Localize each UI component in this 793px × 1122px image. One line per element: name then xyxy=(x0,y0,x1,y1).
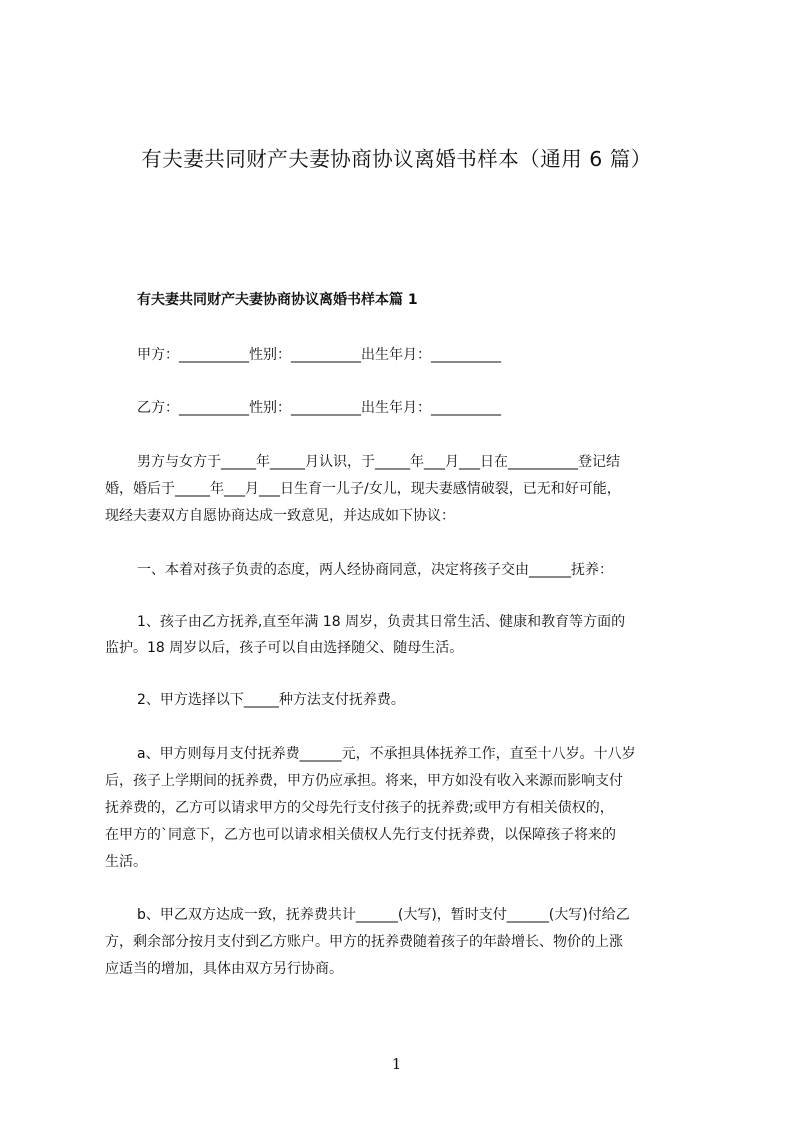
paragraph-line: 监护。18 周岁以后，孩子可以自由选择随父、随母生活。 xyxy=(105,640,464,656)
paragraph-line: 男方与女方于_____年_____月认识，于_____年___月___日在__________登记结 xyxy=(137,454,620,470)
paragraph-line: 1、孩子由乙方抚养,直至年满 18 周岁，负责其日常生活、健康和教育等方面的 xyxy=(137,614,626,630)
paragraph-line: 生活。 xyxy=(105,854,147,870)
paragraph-line: 方，剩余部分按月支付到乙方账户。甲方的抚养费随着孩子的年龄增长、物价的上涨 xyxy=(105,934,623,950)
paragraph-line: 现经夫妻双方自愿协商达成一致意见，并达成如下协议： xyxy=(105,508,455,524)
party-b-line: 乙方：__________性别：__________出生年月：__________ xyxy=(137,400,501,416)
paragraph-line: 在甲方的`同意下，乙方也可以请求相关债权人先行支付抚养费，以保障孩子将来的 xyxy=(105,827,616,843)
party-a-line: 甲方：__________性别：__________出生年月：__________ xyxy=(137,347,501,363)
clause-one-line: 一、本着对孩子负责的态度，两人经协商同意，决定将孩子交由______抚养： xyxy=(137,562,613,578)
section-heading: 有夫妻共同财产夫妻协商协议离婚书样本篇 1 xyxy=(137,292,418,308)
document-title: 有夫妻共同财产夫妻协商协议离婚书样本（通用 6 篇） xyxy=(141,147,652,171)
paragraph-line: a、甲方则每月支付抚养费______元，不承担具体抚养工作，直至十八岁。十八岁 xyxy=(137,746,636,762)
paragraph-line: 后，孩子上学期间的抚养费，甲方仍应承担。将来，甲方如没有收入来源而影响支付 xyxy=(105,773,623,789)
page-number: 1 xyxy=(391,1055,402,1073)
paragraph-line: 抚养费的，乙方可以请求甲方的父母先行支付孩子的抚养费;或甲方有相关债权的， xyxy=(105,800,614,816)
paragraph-line: 婚，婚后于_____年___月___日生育一儿子/女儿，现夫妻感情破裂，已无和好可能， xyxy=(105,481,621,497)
paragraph-line: 应适当的增加，具体由双方另行协商。 xyxy=(105,961,343,977)
paragraph-line: b、甲乙双方达成一致，抚养费共计______(大写)，暂时支付______(大写)付给乙 xyxy=(137,907,630,923)
clause-two-line: 2、甲方选择以下_____种方法支付抚养费。 xyxy=(137,692,405,708)
